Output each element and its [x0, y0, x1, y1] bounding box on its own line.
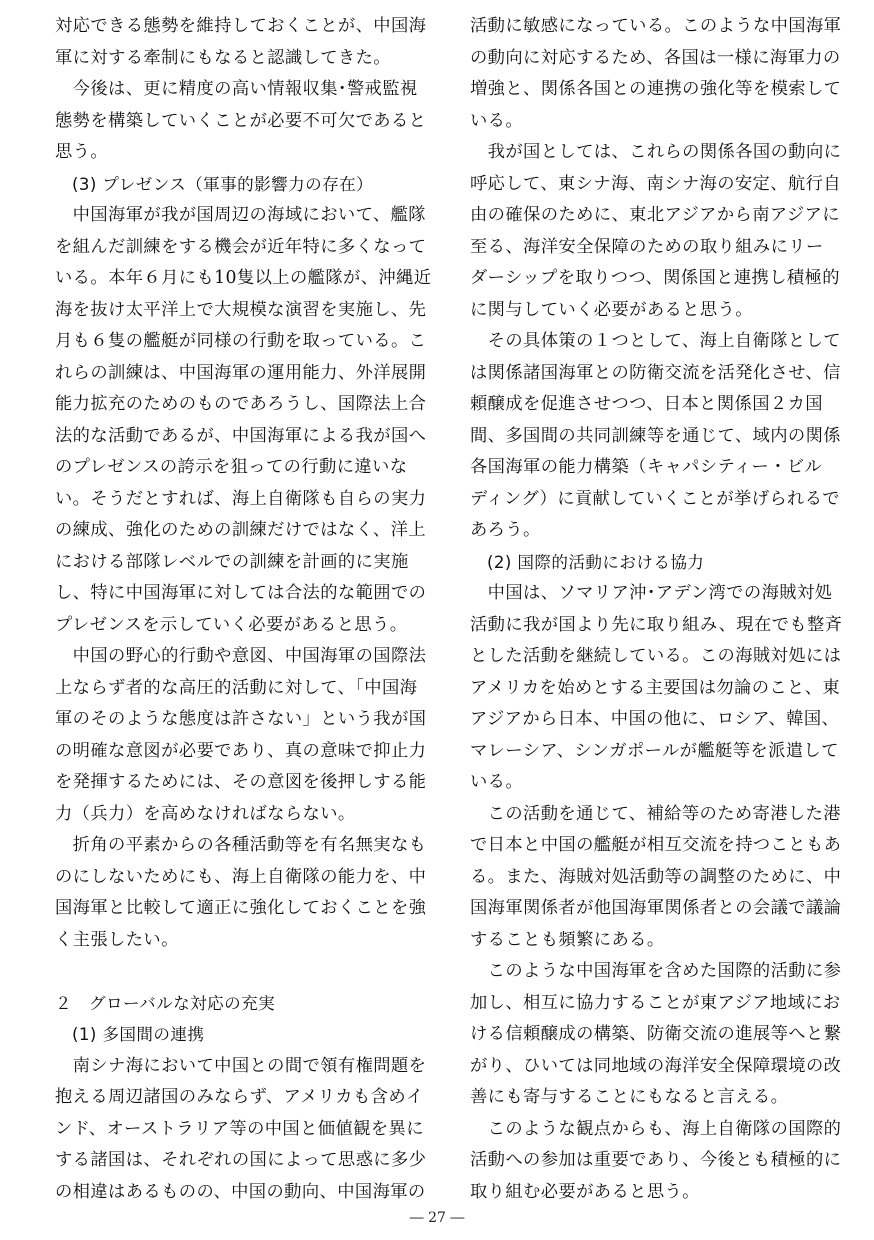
text-line: ディング）に貢献していくことが挙げられるで	[470, 488, 840, 509]
text-line: マレーシア、シンガポールが艦艇等を派遣して	[470, 740, 839, 761]
text-line: における部隊レベルでの訓練を計画的に実施	[55, 551, 409, 572]
text-line: 活動に我が国より先に取り組み、現在でも整斉	[470, 614, 843, 635]
text-line: 中国は、ソマリア沖･アデン湾での海賊対処	[470, 583, 833, 603]
text-line: 月も６隻の艦艇が同様の行動を取っている。こ	[55, 331, 427, 351]
text-line: の動向に対応するため、各国は一様に海軍力の	[470, 47, 841, 68]
text-line: 態勢を構築していくことが必要不可欠であると	[55, 110, 427, 131]
text-line: る。また、海賊対処活動等の調整のために、中	[470, 866, 842, 887]
text-line: 取り組む必要があると思う。	[470, 1181, 700, 1202]
text-line: 中国の野心的行動や意図、中国海軍の国際法	[55, 646, 427, 666]
text-line: がり、ひいては同地域の海洋安全保障環境の改	[470, 1055, 842, 1076]
text-line: 法的な活動であるが、中国海軍による我が国へ	[55, 425, 427, 446]
text-line: ける信頼醸成の構築、防衛交流の進展等へと繋	[470, 1024, 842, 1044]
blank-line	[55, 956, 417, 988]
text-line: のにしないためにも、海上自衛隊の能力を、中	[55, 866, 427, 887]
text-line: 頼醸成を促進させつつ、日本と関係国２カ国	[470, 394, 823, 414]
text-line: いる。本年６月にも10隻以上の艦隊が、沖縄近	[55, 268, 432, 288]
text-line: 上ならず者的な高圧的活動に対して、「中国海	[55, 677, 418, 698]
text-line: 国海軍と比較して適正に強化しておくことを強	[55, 898, 427, 918]
text-line: することも頻繁にある。	[470, 929, 665, 950]
text-line: 軍に対する牽制にもなると認識してきた。	[55, 47, 391, 68]
page-number: ― 27 ―	[409, 1210, 465, 1226]
text-line: 力（兵力）を高めなければならない。	[55, 803, 356, 824]
text-line: 至る、海洋安全保障のための取り組みにリー	[470, 236, 824, 257]
text-line: プレゼンスを示していく必要があると思う。	[55, 614, 408, 635]
right-text-column	[470, 11, 843, 1208]
text-line: あろう。	[470, 520, 541, 540]
text-line: 活動に敏感になっている。このような中国海軍	[470, 16, 842, 36]
text-line: 今後は、更に精度の高い情報収集･警戒監視	[55, 79, 418, 99]
text-line: アメリカを始めとする主要国は勿論のこと、東	[470, 677, 841, 698]
text-line: ンド、オーストラリア等の中国と価値観を異に	[55, 1118, 424, 1139]
text-line: 南シナ海において中国との間で領有権問題を	[55, 1055, 427, 1076]
text-line: の明確な意図が必要であり、真の意味で抑止力	[55, 740, 427, 761]
text-line: し、特に中国海軍に対しては合法的な範囲での	[55, 583, 427, 603]
text-line: 各国海軍の能力構築（キャパシティー・ビル	[470, 457, 823, 477]
text-line: は関係諸国海軍との防衛交流を活発化させ、信	[470, 362, 841, 383]
text-line: 増強と、関係各国との連携の強化等を模索して	[470, 79, 842, 99]
text-line: の練成、強化のための訓練だけではなく、洋上	[55, 520, 426, 540]
text-line: 折角の平素からの各種活動等を有名無実なも	[55, 835, 427, 855]
text-line: このような観点からも、海上自衛隊の国際的	[470, 1118, 842, 1139]
text-line: 国海軍関係者が他国海軍関係者との会議で議論	[470, 898, 842, 918]
text-line: 対応できる態勢を維持しておくことが、中国海	[55, 16, 427, 36]
text-line: いる。	[470, 772, 524, 792]
text-line: 間、多国間の共同訓練等を通じて、域内の関係	[470, 425, 841, 446]
text-line: とした活動を継続している。この海賊対処には	[470, 646, 842, 666]
text-line: 我が国としては、これらの関係各国の動向に	[470, 142, 842, 162]
text-line: 呼応して、東シナ海、南シナ海の安定、航行自	[470, 173, 841, 194]
text-line: 軍のそのような態度は許さない」という我が国	[55, 709, 427, 729]
text-line: のプレゼンスの誇示を狙っての行動に違いな	[55, 457, 408, 477]
section-heading: (3) プレゼンス（軍事的影響力の存在）	[55, 174, 374, 194]
section-heading: (2) 国際的活動における協力	[470, 552, 705, 572]
text-line: 思う。	[55, 142, 109, 162]
text-line: で日本と中国の艦艇が相互交流を持つこともあ	[470, 835, 842, 855]
text-line: 抱える周辺諸国のみならず、アメリカも含めイ	[55, 1087, 424, 1107]
text-line: い。そうだとすれば、海上自衛隊も自らの実力	[55, 488, 427, 509]
text-line: 活動への参加は重要であり、今後とも積極的に	[470, 1150, 842, 1170]
text-line: 能力拡充のためのものであろうし、国際法上合	[55, 394, 427, 414]
text-line: く主張したい。	[55, 929, 179, 950]
text-line: 由の確保のために、東北アジアから南アジアに	[470, 205, 840, 225]
text-line: に関与していく必要があると思う。	[470, 299, 753, 320]
section-heading: ２ グローバルな対応の充実	[55, 993, 276, 1013]
text-line: アジアから日本、中国の他に、ロシア、韓国、	[470, 709, 840, 729]
text-line: れらの訓練は、中国海軍の運用能力、外洋展開	[55, 362, 427, 383]
text-line: ダーシップを取りつつ、関係国と連携し積極的	[470, 268, 840, 288]
text-line: を発揮するためには、その意図を後押しする能	[55, 772, 427, 792]
left-text-column	[55, 11, 432, 1208]
text-line: いる。	[470, 110, 524, 131]
text-line: を組んだ訓練をする機会が近年特に多くなって	[55, 236, 427, 257]
text-line: の相違はあるものの、中国の動向、中国海軍の	[55, 1181, 426, 1202]
text-line: 善にも寄与することにもなると言える。	[470, 1087, 789, 1107]
text-line: このような中国海軍を含めた国際的活動に参	[470, 961, 842, 981]
text-line: この活動を通じて、補給等のため寄港した港	[470, 803, 841, 824]
text-line: 中国海軍が我が国周辺の海域において、艦隊	[55, 205, 426, 225]
text-line: 海を抜け太平洋上で大規模な演習を実施し、先	[55, 299, 427, 320]
text-line: その具体策の１つとして、海上自衛隊として	[470, 331, 841, 351]
text-line: 加し、相互に協力することが東アジア地域にお	[470, 992, 841, 1013]
text-line: する諸国は、それぞれの国によって思惑に多少	[55, 1150, 427, 1170]
section-heading: (1) 多国間の連携	[55, 1025, 205, 1044]
